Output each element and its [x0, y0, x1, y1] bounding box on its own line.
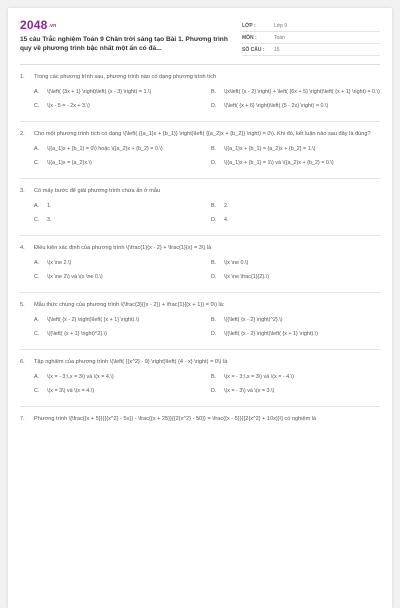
answer-options	[20, 85, 380, 113]
question-stem	[20, 358, 380, 366]
option-text: \(x = - 3;\,x = 3\) và \(x = 4.\)	[47, 374, 114, 380]
option-label: B.	[211, 89, 217, 95]
answer-options	[20, 313, 380, 341]
meta-value: 15	[274, 46, 280, 53]
option-text: \({a_1}x + {b_1} = 0\) hoặc \({a_2}x + {b_2} = 0.\)	[47, 146, 163, 152]
option-label: D.	[211, 103, 217, 109]
meta-row	[242, 32, 380, 44]
option-label: C.	[34, 388, 40, 394]
answer-options	[20, 142, 380, 170]
meta-key: MÔN :	[242, 34, 257, 41]
meta-key: SỐ CÂU :	[242, 46, 265, 53]
document-meta	[242, 18, 380, 56]
document-page	[8, 8, 392, 608]
option-label: B.	[211, 146, 217, 152]
question-text: Có mấy bước để giải phương trình chứa ẩn ở mẫu	[34, 188, 161, 194]
question-text: Phương trình \[\frac{{x + 5}}{{{x^2} - 5x}} - \frac{{x + 25}}{{2{x^2} - 50}} = \frac{{x - 5}}{{2{x^2} + 10x}}\] có nghiệm là	[34, 416, 317, 422]
option-label: A.	[34, 203, 40, 209]
option-text: \({a_1}x + {b_1} = 1\) và \({a_2}x + {b_2} = 0.\)	[224, 160, 334, 166]
option-text: \(x \ne \frac{1}{2}.\)	[224, 274, 269, 280]
answer-option[interactable]	[211, 99, 380, 113]
option-text: \(\left( {x - 2} \right)\left( {x + 1} \right).\)	[47, 317, 140, 323]
question-stem	[20, 244, 380, 252]
question-text: Tập nghiệm của phương trình \(\left( {{x^2} - 9} \right)\left( {4 - x} \right) = 0\) là	[34, 359, 228, 365]
option-text: \(x = - 3\) và \(x = 3.\)	[224, 388, 275, 394]
answer-option[interactable]	[34, 256, 203, 270]
option-label: D.	[211, 160, 217, 166]
question-number: 2.	[20, 131, 25, 137]
header-left	[20, 18, 242, 56]
meta-key: LỚP :	[242, 22, 256, 29]
question-item	[20, 350, 380, 407]
question-stem	[20, 301, 380, 309]
option-text: \(x \ne 2.\)	[47, 260, 72, 266]
answer-option[interactable]	[34, 142, 203, 156]
option-text: 3.	[47, 217, 52, 223]
option-text: \({\left( {x - 2} \right)^2}.\)	[224, 317, 283, 323]
answer-option[interactable]	[211, 199, 380, 213]
option-label: D.	[211, 331, 217, 337]
option-label: B.	[211, 260, 217, 266]
option-text: \({a_1}x + {b_1} = {a_2}x + {b_2} = 1.\)	[224, 146, 316, 152]
question-number: 5.	[20, 302, 25, 308]
option-label: B.	[211, 374, 217, 380]
question-text: Mẫu thức chung của phương trình \(\frac{3}{{x - 2}} + \frac{1}{{x + 1}} = 0\) là:	[34, 302, 225, 308]
option-text: \(x\left( {x - 2} \right) + \left( {6x + 5} \right)\left( {x + 1} \right) = 0.\)	[224, 89, 380, 95]
answer-options	[20, 199, 380, 227]
option-label: D.	[211, 274, 217, 280]
answer-option[interactable]	[211, 370, 380, 384]
question-item	[20, 65, 380, 122]
answer-option[interactable]	[34, 199, 203, 213]
logo-suffix: .vn	[48, 22, 57, 29]
question-stem	[20, 73, 380, 81]
answer-option[interactable]	[34, 327, 203, 341]
option-label: C.	[34, 217, 40, 223]
answer-option[interactable]	[211, 327, 380, 341]
answer-option[interactable]	[211, 313, 380, 327]
answer-option[interactable]	[34, 384, 203, 398]
option-label: B.	[211, 203, 217, 209]
document-title: 15 câu Trắc nghiệm Toán 9 Chân trời sáng tạo Bài 1. Phương trình quy về phương trình bậc nhất một ẩn có đá...	[20, 36, 228, 53]
answer-option[interactable]	[211, 142, 380, 156]
answer-options	[20, 370, 380, 398]
answer-options	[20, 256, 380, 284]
option-label: A.	[34, 146, 40, 152]
question-item	[20, 407, 380, 431]
option-text: \({\left( {x + 1} \right)^2}.\)	[47, 331, 107, 337]
question-stem	[20, 187, 380, 195]
option-text: \(x \ne 2\) và \(x \ne 0.\)	[47, 274, 103, 280]
answer-option[interactable]	[211, 256, 380, 270]
option-label: B.	[211, 317, 217, 323]
question-item	[20, 293, 380, 350]
answer-option[interactable]	[34, 99, 203, 113]
answer-option[interactable]	[34, 313, 203, 327]
answer-option[interactable]	[34, 85, 203, 99]
answer-option[interactable]	[211, 156, 380, 170]
option-label: A.	[34, 317, 40, 323]
meta-value: Toán	[274, 34, 285, 41]
option-text: 4.	[224, 217, 229, 223]
option-label: C.	[34, 331, 40, 337]
option-text: 1.	[47, 203, 52, 209]
answer-option[interactable]	[34, 270, 203, 284]
question-number: 1.	[20, 74, 25, 80]
option-label: D.	[211, 388, 217, 394]
option-label: D.	[211, 217, 217, 223]
question-number: 3.	[20, 188, 25, 194]
question-stem	[20, 415, 380, 423]
option-text: \(x \ne 0.\)	[224, 260, 249, 266]
option-text: \(\left( {x + 6} \right)\left( {5 - 2x} \right) = 0.\)	[224, 103, 329, 109]
option-text: \(x = 3\) và \(x = 4.\)	[47, 388, 95, 394]
question-number: 7.	[20, 416, 25, 422]
logo-main: 2048	[20, 18, 48, 32]
question-number: 6.	[20, 359, 25, 365]
question-item	[20, 236, 380, 293]
option-text: \(\left( {3x + 1} \right)\left( {x - 3} \right) = 1.\)	[47, 89, 152, 95]
option-label: C.	[34, 103, 40, 109]
answer-option[interactable]	[211, 384, 380, 398]
option-text: \(x - 5 = - 2x + 3.\)	[47, 103, 90, 109]
option-label: C.	[34, 160, 40, 166]
option-label: A.	[34, 260, 40, 266]
answer-option[interactable]	[34, 370, 203, 384]
option-text: \({a_1}x = {a_2}x.\)	[47, 160, 92, 166]
question-item	[20, 122, 380, 179]
answer-option[interactable]	[34, 213, 203, 227]
question-text: Trong các phương trình sau, phương trình nào có dạng phương trình tích	[34, 74, 217, 80]
option-label: C.	[34, 274, 40, 280]
option-label: A.	[34, 89, 40, 95]
answer-option[interactable]	[34, 156, 203, 170]
answer-option[interactable]	[211, 85, 380, 99]
question-stem	[20, 130, 380, 138]
question-text: Điều kiện xác định của phương trình \(\frac{1}{x - 2} + \frac{1}{x} = 3\) là	[34, 245, 212, 251]
document-header	[8, 8, 392, 62]
answer-option[interactable]	[211, 270, 380, 284]
meta-row	[242, 20, 380, 32]
question-list	[8, 65, 392, 431]
option-text: 2.	[224, 203, 229, 209]
meta-value: Lớp 9	[274, 22, 288, 29]
question-item	[20, 179, 380, 236]
option-text: \(x = - 3;\,x = 3\) và \(x = - 4.\)	[224, 374, 294, 380]
question-number: 4.	[20, 245, 25, 251]
option-label: A.	[34, 374, 40, 380]
answer-option[interactable]	[211, 213, 380, 227]
option-text: \({\left( {x - 2} \right)\left( {x + 1} \right).\)	[224, 331, 318, 337]
site-logo[interactable]	[20, 18, 234, 32]
question-text: Cho một phương trình tích có dạng \(\left( {{a_1}x + {b_1}} \right)\left( {{a_2}x + {b_2}} \right) = 0\). Khi đó, kết luận nào sau đây là đúng?	[34, 131, 371, 137]
meta-row	[242, 44, 380, 56]
